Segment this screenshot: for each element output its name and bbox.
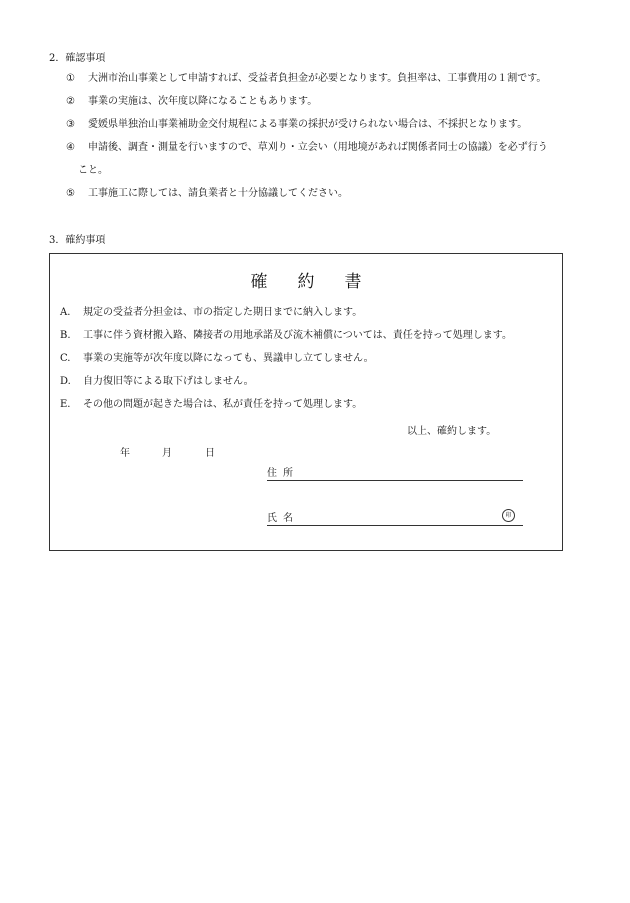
pledge-text: 自力復旧等による取下げはしません。	[83, 376, 254, 387]
pledge-text: その他の問題が起きた場合は、私が責任を持って処理します。	[83, 399, 363, 410]
item-number: ②	[66, 96, 75, 107]
closing-statement: 以上、確約します。	[407, 426, 497, 437]
pledge-letter: B.	[60, 330, 71, 341]
confirmation-list	[66, 72, 586, 210]
item-text-continuation: こと。	[78, 165, 108, 176]
name-field[interactable]	[267, 509, 523, 526]
pledge-letter: E.	[60, 399, 71, 410]
item-text: 大洲市治山事業として申請すれば、受益者負担金が必要となります。負担率は、工事費用の１割です。	[88, 73, 547, 84]
date-month-label: 月	[162, 448, 172, 459]
date-year-label: 年	[120, 448, 130, 459]
pledge-item	[60, 306, 555, 329]
name-label: 氏名	[267, 513, 299, 524]
item-text: 事業の実施は、次年度以降になることもあります。	[88, 96, 318, 107]
item-text-wrapper	[78, 141, 586, 178]
confirmation-item	[66, 72, 586, 86]
address-field[interactable]	[267, 464, 523, 481]
item-number: ⑤	[66, 188, 75, 199]
confirmation-item	[66, 187, 586, 201]
pledge-item	[60, 329, 555, 352]
pledge-letter: A.	[60, 307, 71, 318]
date-day-label: 日	[205, 448, 215, 459]
confirmation-heading: 2．確認事項	[49, 53, 106, 64]
item-text: 愛媛県単独治山事業補助金交付規程による事業の採択が受けられない場合は、不採択となります。	[88, 119, 528, 130]
item-number: ①	[66, 73, 75, 84]
pledge-form-box	[49, 253, 563, 551]
pledge-letter: C.	[60, 353, 71, 364]
pledge-item	[60, 352, 555, 375]
pledge-list	[60, 306, 555, 421]
item-text: 工事施工に際しては、請負業者と十分協議してください。	[88, 188, 348, 199]
pledge-text: 規定の受益者分担金は、市の指定した期日までに納入します。	[83, 307, 363, 318]
pledge-heading: 3．確約事項	[49, 235, 106, 246]
pledge-title: 確約書	[250, 272, 392, 292]
pledge-item	[60, 398, 555, 421]
pledge-text: 工事に伴う資材搬入路、隣接者の用地承諾及び流木補償については、責任を持って処理します。	[83, 330, 512, 341]
address-label: 住所	[267, 468, 299, 479]
item-number: ④	[66, 142, 75, 153]
pledge-letter: D.	[60, 376, 71, 387]
pledge-text: 事業の実施等が次年度以降になっても、異議申し立てしません。	[83, 353, 374, 364]
confirmation-item	[66, 118, 586, 132]
confirmation-item	[66, 95, 586, 109]
pledge-item	[60, 375, 555, 398]
confirmation-item	[66, 141, 586, 178]
seal-mark-icon: 印	[502, 509, 515, 522]
item-number: ③	[66, 119, 75, 130]
item-text: 申請後、調査・測量を行いますので、草刈り・立会い（用地境があれば関係者同士の協議）を必ず行う	[88, 142, 548, 153]
